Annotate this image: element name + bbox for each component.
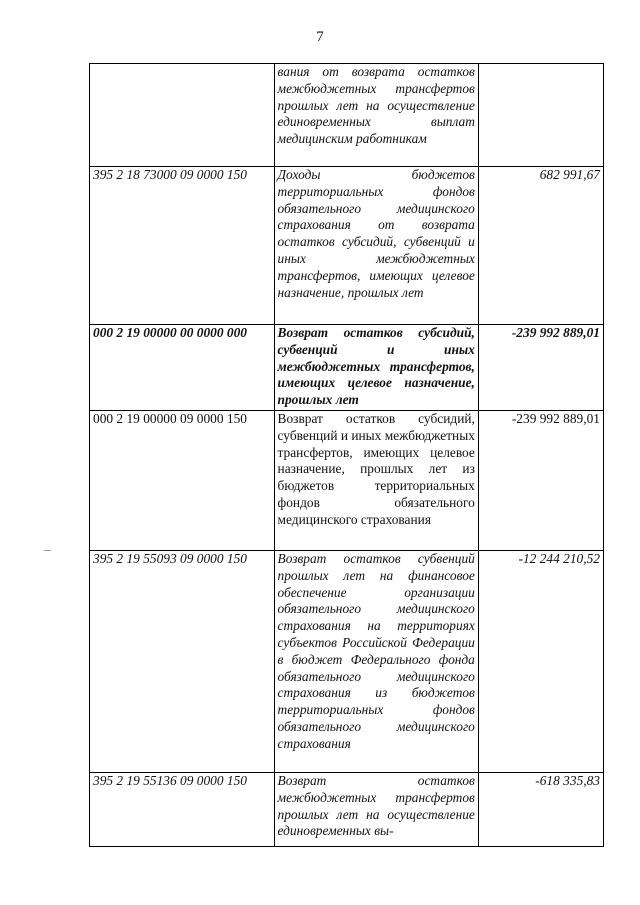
code-cell bbox=[90, 64, 275, 167]
amount-cell: -239 992 889,01 bbox=[478, 411, 603, 551]
amount-cell bbox=[478, 64, 603, 167]
page-number: 7 bbox=[316, 29, 324, 45]
table-row bbox=[90, 551, 604, 773]
table-row bbox=[90, 411, 604, 551]
code-cell: 395 2 19 55093 09 0000 150 bbox=[90, 551, 275, 773]
description-cell: Возврат остатков межбюджетных трансфертов прошлых лет на осуществление единовременных вы- bbox=[274, 773, 478, 847]
table-row bbox=[90, 64, 604, 167]
code-cell: 000 2 19 00000 09 0000 150 bbox=[90, 411, 275, 551]
amount-cell: -239 992 889,01 bbox=[478, 325, 603, 411]
description-cell: Возврат остатков субсидий, субвенций и иных межбюджетных трансфертов, имеющих целевое назначение, прошлых лет bbox=[274, 325, 478, 411]
amount-cell: -12 244 210,52 bbox=[478, 551, 603, 773]
amount-cell: 682 991,67 bbox=[478, 167, 603, 325]
description-cell: Возврат остатков субвенций прошлых лет на финансовое обеспечение организации обязательного медицинского страхования на территориях субъектов Российской Федерации в бюджет Федерального фонда обязательного медицинского страхования из бюджетов территориальных фондов обязательного медицинского страхования bbox=[274, 551, 478, 773]
budget-table bbox=[89, 63, 604, 847]
table-row bbox=[90, 325, 604, 411]
margin-mark bbox=[44, 550, 51, 551]
amount-cell: -618 335,83 bbox=[478, 773, 603, 847]
code-cell: 000 2 19 00000 00 0000 000 bbox=[90, 325, 275, 411]
description-cell: Доходы бюджетов территориальных фондов обязательного медицинского страхования от возврата остатков субсидий, субвенций и иных межбюджетных трансфертов, имеющих целевое назначение, прошлых лет bbox=[274, 167, 478, 325]
code-cell: 395 2 19 55136 09 0000 150 bbox=[90, 773, 275, 847]
table-row bbox=[90, 167, 604, 325]
table-row bbox=[90, 773, 604, 847]
description-cell: Возврат остатков субсидий, субвенций и иных межбюджетных трансфертов, имеющих целевое назначение, прошлых лет из бюджетов территориальных фондов обязательного медицинского страхования bbox=[274, 411, 478, 551]
code-cell: 395 2 18 73000 09 0000 150 bbox=[90, 167, 275, 325]
description-cell: вания от возврата остатков межбюджетных трансфертов прошлых лет на осуществление единовременных выплат медицинским работникам bbox=[274, 64, 478, 167]
